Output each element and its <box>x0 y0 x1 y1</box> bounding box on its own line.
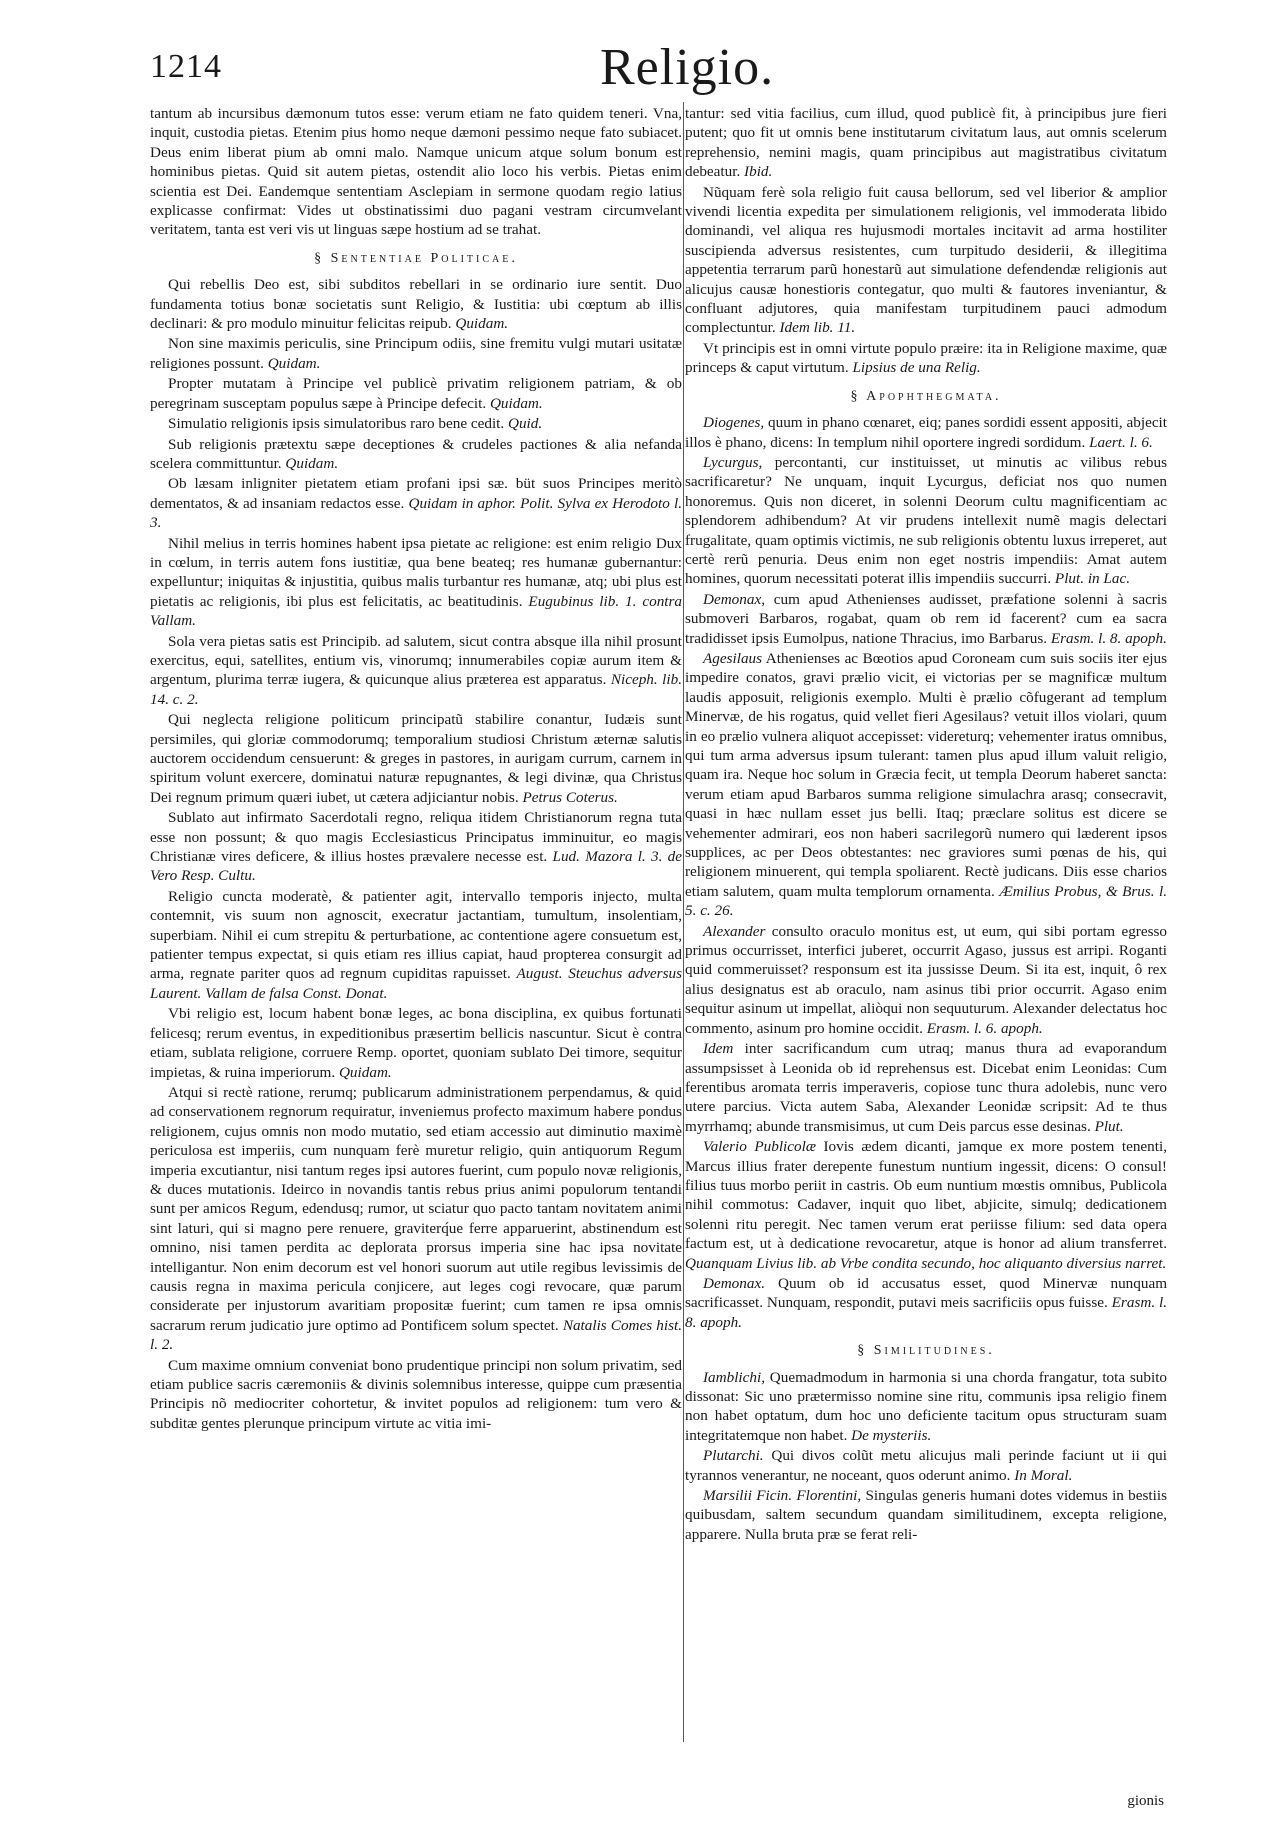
sententia-paragraph-text: Cum maxime omnium conveniat bono prudentique principi non solum privatim, sed etiam publice sacris cæremoniis & divinis solemnibus interesse, quippe cum præsentia Principis nõ mediocriter cohortetur, & invitet populos ad religionem: tum vero & subditæ gentes plerunque principum virtute ac vitia imi- <box>150 1356 682 1432</box>
right-paragraph <box>685 339 1167 378</box>
sententia-paragraph-source: Quidam. <box>285 454 339 472</box>
sententia-paragraph <box>150 1004 682 1082</box>
sententia-paragraph-text: Qui rebellis Deo est, sibi subditos rebellari in se ordinario iure sentit. Duo fundamenta totius bonæ societatis sunt Religio, & Iustitia: ubi cœptum ab illis declinari: & pro modulo minuitur felicitas reipub. <box>150 276 682 333</box>
apophthegma-paragraph-source: Erasm. l. 6. apoph. <box>926 1019 1043 1037</box>
apophthegma-paragraph <box>685 590 1167 648</box>
apophthegma-paragraph <box>685 453 1167 589</box>
right-paragraph-source: Idem lib. 11. <box>779 319 856 337</box>
sententia-paragraph <box>150 1083 682 1355</box>
apophthegma-paragraph-lead: Demonax, <box>703 590 765 608</box>
apophthegma-paragraph-source: Plut. <box>1094 1117 1124 1135</box>
sententia-paragraph-source: Quidam. <box>455 315 509 333</box>
apophthegma-paragraph <box>685 1274 1167 1332</box>
sententia-paragraph-source: Quid. <box>507 415 543 433</box>
sententia-paragraph-text: Sola vera pietas satis est Principib. ad salutem, sicut contra absque illa nihil prosunt exercitus, equi, satellites, entium vis, vinorumq; innumerabiles copiæ aurum item & argentum, plurima terræ iugera, & quicunque alius præterea est apparatus. <box>150 632 682 689</box>
apophthegmata-list <box>685 413 1167 1332</box>
similitudo-paragraph-lead: Iamblichi, <box>703 1368 766 1386</box>
right-paragraph-list <box>685 183 1167 378</box>
sententia-paragraph-text: Nihil melius in terris homines habent ipsa pietate ac religione: est enim religio Dux in cœlum, in terris autem fons iustitiæ, qua bene beateq; res humanæ gubernantur: expelluntur; iniquitas & injustitia, quibus malis turbantur res humanæ, atq; ubi plus est pietatis ac religionis, ibi plus est felicitatis, ac beatitudinis. <box>150 534 682 610</box>
apophthegma-paragraph <box>685 922 1167 1038</box>
sententia-paragraph-text: Simulatio religionis ipsis simulatoribus raro bene cedit. <box>168 415 505 433</box>
apophthegma-paragraph-lead: Lycurgus, <box>703 453 763 471</box>
apophthegma-paragraph-lead: Valerio Publicolæ <box>703 1138 816 1156</box>
apophthegma-paragraph-source: Quanquam Livius lib. ab Vrbe condita secundo, hoc aliquanto diversius narret. <box>685 1254 1167 1272</box>
apophthegma-paragraph-text: quum in phano cœnaret, eiq; panes sordidi essent appositi, abjecit illos è phano, dicens: In templum nihil oportere ingredi sordidum. <box>685 414 1167 451</box>
similitudo-paragraph-source: De mysteriis. <box>851 1426 932 1444</box>
sententia-paragraph-source: Quidam in aphor. Polit. Sylva ex Herodoto l. 3. <box>150 494 682 532</box>
catchword: gionis <box>1127 1793 1164 1809</box>
section-heading-apophthegmata: § Apophthegmata. <box>850 388 1002 404</box>
section-heading-sententiae: § Sententiae Politicae. <box>314 250 518 266</box>
sententia-paragraph-text: Atqui si rectè ratione, rerumq; publicarum administrationem perpendamus, & quid ad conservationem regnorum requiratur, inveniemus profecto maximum habere pondus religionem, cujus omnis non modo mutatio, sed etiam accessio aut diminutio maximè periculosa est imperiis, cum nunquam ferè muretur religio, quin antiquorum Regum imperia excutiantur, nisi tantum reges ipsi autores fuerint, cum populo novæ religionis, & duces mutationis. Ideirco in novandis tantis rebus prius animi populorum tentandi sunt per amicos Regum, edendusq; rumor, ut sciatur quo pacto tantam novitatem animi sint laturi, qui si magno pere renuere, graviterq́ue ferre apparuerint, abstinendum est omnino, nisi tamen perdita ac deplorata prorsus imperia sine hac ipsa novitate intelligantur. Non enim decorum est vel honori suorum aut utile regibus levissimis de causis regna in maxima pericula conjicere, aut leges cogi revocare, quæ parum considerate per injustorum avaritiam propositæ fuerint; cum tamen re ipsa omnis sacrarum rerum judicatio jure optimo ad Pontificem solum spectet. <box>150 1083 682 1334</box>
similitudo-paragraph <box>685 1368 1167 1446</box>
apophthegma-paragraph-lead: Demonax. <box>703 1274 765 1292</box>
right-column <box>685 104 1167 1545</box>
right-paragraph <box>685 183 1167 338</box>
apophthegma-paragraph-lead: Idem <box>703 1040 734 1058</box>
sententia-paragraph <box>150 435 682 474</box>
similitudines-list <box>685 1368 1167 1545</box>
sententia-paragraph <box>150 808 682 886</box>
apophthegma-paragraph-lead: Diogenes, <box>703 414 765 432</box>
sententia-paragraph <box>150 275 682 333</box>
apophthegma-paragraph <box>685 1039 1167 1136</box>
sententia-paragraph-text: Sublato aut infirmato Sacerdotali regno, reliqua itidem Christianorum regna tuta esse non possunt; & quo magis Ecclesiasticus Principatus imminuitur, eo magis Christianæ vires deficere, & illius hostes prævalere necesse est. <box>150 809 682 866</box>
apophthegma-paragraph-source: Plut. in Lac. <box>1054 570 1131 588</box>
sententia-paragraph <box>150 632 682 710</box>
apophthegma-paragraph-text: percontanti, cur instituisset, ut minutis ac vilibus rebus sacrificaretur? Ne unquam, inquit Lycurgus, deficiat nos quo numen honoremus. Quis non diceret, in solenni Deorum cultu magnificentiam ac splendorem adhibendum? At vir prudens intellexit numẽ magis delectari frugalitate, quam optimis victimis, ne sub religionis obtentu luxus irreperet, aut certè rerũ penuria. Deus enim non eget nostris impendiis: Amat autem homines, quorum necessitati poterat illis impendiis succurri. <box>685 453 1168 588</box>
sententia-paragraph <box>150 710 682 807</box>
sententia-paragraph-source: Quidam. <box>489 394 543 412</box>
apophthegma-paragraph-text: inter sacrificandum cum utraq; manus thura ad evaporandum assumpsisset à Leonida ob id reprehensus est. Dicebat enim Leonidas: Cum ferentibus aromata terris imperaveris, copiose tunc thura adolebis, nunc vero utere parcius. Victa autem Saba, Alexander Leonidæ scripsit: Ad te thus myrrhamq; abunde transmisimus, ut cum Deis parcus esse desinas. <box>685 1040 1167 1135</box>
sententia-paragraph-source: August. Steuchus adversus Laurent. Vallam de falsa Const. Donat. <box>150 965 683 1002</box>
right-intro-text: tantur: sed vitia facilius, cum illud, quod publicè fit, à principibus jure fieri putent; quo fit ut omnis bene institutarum civitatum laus, aut omnis scelerum reprehensio, nemini magis, quam principibus aut magistratibus civitatum debeatur. <box>685 105 1167 181</box>
sententia-paragraph <box>150 1356 682 1434</box>
sententia-paragraph-text: Sub religionis prætextu sæpe deceptiones & crudeles pactiones & alia nefanda scelera committuntur. <box>150 435 682 472</box>
apophthegma-paragraph <box>685 649 1167 921</box>
apophthegma-paragraph <box>685 1137 1167 1273</box>
apophthegma-paragraph-source: Æmilius Probus, & Brus. l. 5. c. 26. <box>685 882 1167 920</box>
apophthegma-paragraph-text: consulto oraculo monitus est, ut eum, qui sibi portam egresso primus occurrisset, interfici juberet, occurrit Agaso, jussus est arripi. Roganti quid commeruisset? responsum est ita jussisse Deum. Si ita est, inquit, ô rex alius designatus est ab oraculo, nam asinus tibi prior occurrit. Agaso enim sequitur asinum ut impellat, aliòqui non sequuturum. Alexander delectatus hoc commento, asinum pro homine occidit. <box>685 922 1167 1037</box>
sententia-paragraph <box>150 414 682 433</box>
sententia-paragraph-text: Propter mutatam à Principe vel publicè privatim religionem patriam, & ob peregrinam susceptam populus sæpe à Principe defecit. <box>150 375 682 412</box>
sententia-paragraph <box>150 334 682 373</box>
similitudo-paragraph-source: In Moral. <box>1014 1466 1073 1484</box>
sententia-paragraph <box>150 374 682 413</box>
running-head: Religio. <box>600 39 775 96</box>
apophthegma-paragraph-lead: Alexander <box>703 922 766 940</box>
sententia-paragraph-text: Non sine maximis periculis, sine Principum odiis, sine fremitu vulgi mutari usitatæ religiones possunt. <box>150 335 682 372</box>
sententia-paragraph-text: Religio cuncta moderatè, & patienter agit, intervallo temporis injecto, multa contemnit, vis suum non agnoscit, execratur jactantiam, tumultum, insolentiam, superbiam. Nihil ei cum strepitu & perturbatione, ac contentione agere consuetum est, patienter tempus expectat, si quis etiam res illius capiat, haud propterea consurgit ad arma, regnate pariter quos ad regnum cupiditas rapuisset. <box>150 887 682 983</box>
sententiae-list <box>150 275 682 1433</box>
sententia-paragraph-source: Niceph. lib. 14. c. 2. <box>150 671 683 708</box>
apophthegma-paragraph-lead: Agesilaus <box>703 649 763 667</box>
similitudo-paragraph <box>685 1486 1167 1544</box>
sententia-paragraph-text: Qui neglecta religione politicum principatũ stabilire conantur, Iudæis sunt persimiles, qui gloriæ commodorumq; temporalium studiosi Christum æternæ salutis auctorem occidendum censuerunt: & greges in pastores, in aurigam currum, carnem in spiritum volunt exercere, dominatui naturæ repugnantes, & legi divinæ, qua Christus Dei regnum primum quæri iubet, ut cætera adjiciantur nobis. <box>150 711 682 806</box>
sententia-paragraph-source: Eugubinus lib. 1. contra Vallam. <box>150 592 683 630</box>
section-heading-similitudines: § Similitudines. <box>857 1343 995 1359</box>
apophthegma-paragraph-source: Erasm. l. 8. apoph. <box>685 1294 1168 1331</box>
apophthegma-paragraph-text: Athenienses ac Bœotios apud Coroneam cum suis sociis iter ejus impedire conatos, gravi prælio vicit, ei victorias per se magnificæ multum laudis apposuit, religionis exemplo. Multi è prælio cõfugerant ad templum Minervæ, de his rogatus, quid vellet fieri Agesilaus? vetuit illos violari, quum in eo prælio vulnera aliquot accepisset: videreturq; vehementer iratus omnibus, qui tum arma adversus ipsum tulerant: tamen plus apud illum valuit religio, quam ira. Neque hoc solum in Græcia fecit, ut templa Deorum haberet sancta: verum etiam apud Barbaros summa religione simulachra arasq; consecravit, quasi in hæc nullam esset jus belli. Itaq; præclare solitus est dicere se vehementer admirari, eos non haberi sacrilegorũ numero qui læderent ipsos supplices, ac per Deos obtestantes: nec graviores sumi pœnas de his, qui religionem minuerent, qui templa spoliarent. Rectè judicans. Diis esse charios etiam salutem, quam multa templorum ornamenta. <box>685 649 1167 900</box>
similitudo-paragraph-lead: Plutarchi. <box>703 1447 764 1465</box>
left-intro: tantum ab incursibus dæmonum tutos esse: verum etiam ne fato quidem teneri. Vna, inquit, custodia pietas. Etenim pius homo neque dæmoni pessimo neque fato subiacet. Deus enim liberat pium ab omni malo. Namque unicum atque solum bonum est hominibus pietas. Quid sit autem pietas, ostendit alio loco his verbis. Pietas enim scientia est Dei. Eandemque sententiam Asclepiam in sermone quodam regio latius explicasse confirmat: Vides ut obstinatissimi duo pagani vestram circumvelant veritatem, tanta est veri vis ut linguas sæpe hostium ad se trahat. <box>150 105 682 239</box>
apophthegma-paragraph-source: Laert. l. 6. <box>1089 433 1153 451</box>
sententia-paragraph-text: Vbi religio est, locum habent bonæ leges, ac bona disciplina, ex quibus fortunati felicesq; rerum eventus, in expeditionibus præsertim bellicis nascuntur. Sicut è contra etiam, sublata religione, corruere Remp. oportet, quoniam sublato Dei timore, sequitur impietas, & ruina imperiorum. <box>150 1005 682 1081</box>
similitudo-paragraph-text: Quemadmodum in harmonia si una chorda frangatur, tota subito dissonat: Sic uno prætermisso nomine sine ritu, communis ipsa religio finem non habet optatum, dum hoc uno deficiente tacitum opus structuram suam integritatemque non habet. <box>685 1368 1168 1444</box>
right-intro-source: Ibid. <box>744 163 773 181</box>
apophthegma-paragraph-source: Erasm. l. 8. apoph. <box>1050 629 1167 647</box>
right-paragraph-text: Vt principis est in omni virtute populo præire: ita in Religione maxime, quæ princeps & caput virtutum. <box>685 339 1167 377</box>
sententia-paragraph <box>150 887 682 1003</box>
apophthegma-paragraph <box>685 413 1167 452</box>
right-intro <box>685 104 1167 182</box>
sententia-paragraph-source: Quidam. <box>267 354 321 372</box>
page-number: 1214 <box>150 48 222 85</box>
right-paragraph-text: Nũquam ferè sola religio fuit causa bellorum, sed vel liberior & amplior vivendi licentia expedita per simulationem religionis, vel immoderata libido dominandi, vel aliqua res hujusmodi mortales incitavit ad arma hostiliter suscipienda adversus resistentes, cum turpitudo desiderii, & illegitima appetentia terrarum parũ honestarũ aut simulatione defendendæ religionis aut alicujus causæ honestioris contegatur, quo multi & fautores inveniantur, & confluant adjutores, quia manifestam turpitudinem pauci admodum complectuntur. <box>685 183 1167 337</box>
sententia-paragraph <box>150 534 682 631</box>
sententia-paragraph-source: Natalis Comes hist. l. 2. <box>150 1316 683 1354</box>
column-rule <box>683 102 684 1742</box>
similitudo-paragraph-text: Singulas generis humani dotes videmus in bestiis quibusdam, saltem secundum quandam similitudinem, excepta religione, apparere. Nulla bruta præ se ferat reli- <box>685 1487 1167 1543</box>
sententia-paragraph-source: Lud. Mazora l. 3. de Vero Resp. Cultu. <box>150 848 682 885</box>
apophthegma-paragraph-text: Iovis ædem dicanti, jamque ex more postem tenenti, Marcus illius frater derepente funestum nuntium ingessit, dicens: O consul! filius tuus morbo periit in castris. Ob eum nuntium mœstis omnibus, Publicola nihil commotus: Cadaver, inquit quo libet, abjicite, simulq; dedicationem solenni ritu peregit. Nec tamen verum erat periisse filium: sed data opera factum est, ut à dedicatione revocaretur, atque is honor ad alium transferret. <box>685 1138 1167 1253</box>
apophthegma-paragraph-text: Quum ob id accusatus esset, quod Minervæ nunquam sacrificasset. Nunquam, respondit, putavi meis sacrificiis opus fuisse. <box>685 1274 1168 1312</box>
right-paragraph-source: Lipsius de una Relig. <box>852 359 981 377</box>
sententia-paragraph-source: Quidam. <box>338 1063 392 1081</box>
similitudo-paragraph-text: Qui divos colũt metu alicujus mali perinde faciunt ut ii qui tyrannos venerantur, ne noceant, quos oderunt animo. <box>685 1447 1167 1484</box>
similitudo-paragraph-lead: Marsilii Ficin. Florentini, <box>703 1487 862 1505</box>
left-column <box>150 104 682 1434</box>
apophthegma-paragraph-text: cum apud Athenienses audisset, præfatione solenni à sacris submoveri Barbaros, rogabat, quam ob rem id facerent? cum ea sacra tradidisset ipsis Eumolpus, natione Thracius, imo Barbarus. <box>685 590 1167 647</box>
sententia-paragraph <box>150 474 682 532</box>
similitudo-paragraph <box>685 1446 1167 1485</box>
sententia-paragraph-source: Petrus Coterus. <box>522 788 618 806</box>
sententia-paragraph-text: Ob læsam inligniter pietatem etiam profani ipsi sæ. büt suos Principes meritò dementatos, & ad insaniam redactos esse. <box>150 475 682 512</box>
